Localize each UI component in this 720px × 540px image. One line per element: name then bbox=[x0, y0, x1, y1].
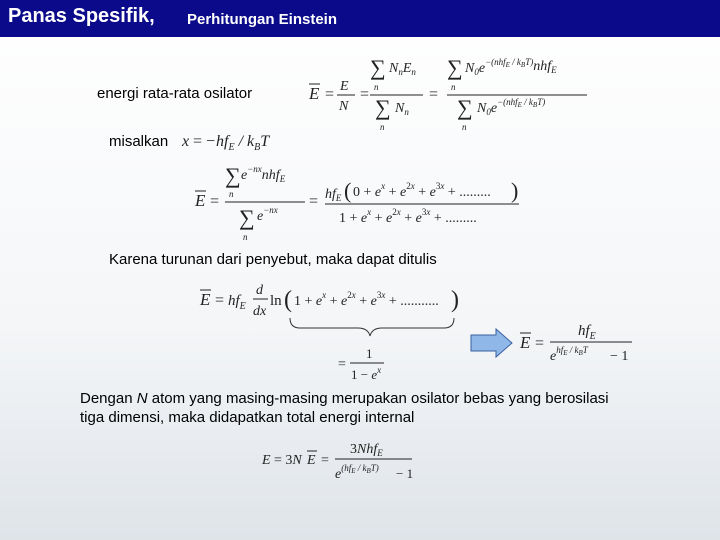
svg-text:1 + ex + e2x + e3x + .........: $1 + e^x + e^{2x} + e^{3x}$ + ........... bbox=[294, 290, 439, 309]
svg-text:): ) bbox=[511, 178, 519, 203]
svg-text:E: E bbox=[200, 290, 211, 309]
svg-text:hfE: $hf_E$ bbox=[578, 323, 596, 342]
equation-einstein-mean-energy bbox=[518, 318, 638, 366]
svg-text:E: E bbox=[520, 333, 531, 352]
svg-text:∑: ∑ bbox=[447, 55, 463, 80]
equation-average-energy bbox=[305, 52, 595, 137]
svg-text:=: = bbox=[325, 86, 335, 103]
svg-text:e(hfE / kBT): $e^{(hf_E / k_BT)}$ bbox=[335, 463, 379, 482]
svg-text:= 3N: = 3N bbox=[274, 453, 302, 468]
svg-text:E: E bbox=[340, 79, 349, 94]
svg-text:=: = bbox=[210, 193, 220, 210]
svg-text:n: n bbox=[462, 122, 467, 132]
svg-text:n: n bbox=[380, 122, 385, 132]
svg-text:− 1: − 1 bbox=[396, 466, 414, 481]
svg-text:1 − ex: $1 - e^x$ bbox=[351, 365, 382, 382]
equation-total-internal-energy bbox=[260, 440, 420, 488]
svg-text:hfE / kBT: $hf_E / k_BT$ bbox=[216, 133, 270, 153]
svg-text:n: n bbox=[229, 189, 234, 199]
svg-text:1: 1 bbox=[366, 346, 373, 361]
svg-text:N0e−(nhfE / kBT): $N_0e^{-(nhf}E / kBT$) bbox=[477, 97, 546, 117]
arrow-right-icon bbox=[470, 328, 514, 358]
equation-series-form bbox=[193, 158, 533, 246]
svg-text:∑: ∑ bbox=[370, 55, 386, 80]
svg-text:E: E bbox=[309, 84, 320, 103]
svg-text:(: ( bbox=[284, 287, 292, 313]
paragraph-line2: tiga dimensi, maka didapatkan total energi internal bbox=[80, 409, 415, 426]
svg-text:= −: = − bbox=[193, 133, 216, 150]
equation-substitution bbox=[180, 128, 300, 156]
label-karena: Karena turunan dari penyebut, maka dapat ditulis bbox=[109, 251, 437, 268]
paragraph-total-energy bbox=[80, 389, 700, 427]
svg-text:): ) bbox=[451, 287, 459, 313]
svg-text:=: = bbox=[321, 453, 329, 468]
svg-text:E: E bbox=[262, 453, 271, 468]
svg-text:hfE: $hf_E$ bbox=[325, 187, 342, 203]
svg-text:=: = bbox=[535, 335, 545, 352]
svg-text:0 + ex + e2x + e3x + .........: $0 + e^x + e^{2x} + e^{3x}$ + ......... bbox=[353, 181, 491, 200]
paragraph-prefix: Dengan bbox=[80, 390, 137, 407]
svg-text:=: = bbox=[338, 357, 346, 372]
svg-text:N: N bbox=[339, 99, 349, 114]
svg-text:E: E bbox=[195, 191, 206, 210]
svg-text:∑: ∑ bbox=[225, 163, 241, 188]
svg-text:E: E bbox=[307, 453, 316, 468]
svg-text:n: n bbox=[374, 82, 379, 92]
svg-text:=: = bbox=[360, 86, 370, 103]
svg-text:=: = bbox=[309, 193, 319, 210]
svg-text:hfE: $hf_E$ bbox=[228, 293, 246, 312]
svg-text:(: ( bbox=[344, 178, 352, 203]
svg-text:N0e−(nhfE / kBT)nhfE: $N_0e^{-(nhf}E / kBT)nhf_E$ bbox=[465, 57, 557, 77]
equation-log-derivative bbox=[198, 280, 468, 388]
title-bar bbox=[0, 0, 720, 37]
paragraph-line1: atom yang masing-masing merupakan osilator bebas yang berosilasi bbox=[147, 390, 609, 407]
slide-title: Panas Spesifik, bbox=[8, 5, 155, 27]
slide-subtitle: Perhitungan Einstein bbox=[187, 11, 338, 28]
svg-text:dx: dx bbox=[253, 304, 267, 319]
paragraph-var-n: N bbox=[136, 390, 148, 407]
svg-text:d: d bbox=[256, 283, 263, 298]
svg-text:e−nxnhfE: $e^{-nx}nhf_E$ bbox=[241, 164, 286, 184]
svg-text:n: n bbox=[243, 232, 248, 242]
svg-text:Nn: $N_n$ bbox=[395, 101, 409, 117]
label-energi: energi rata-rata osilator bbox=[97, 85, 253, 102]
svg-text:=: = bbox=[429, 86, 439, 103]
svg-text:ehfE / kBT: $e^{hf_E / k_BT}$ bbox=[550, 345, 588, 364]
svg-text:∑: ∑ bbox=[457, 95, 473, 120]
svg-text:NnEn: $N_nE_n$ bbox=[389, 61, 416, 77]
svg-text:∑: ∑ bbox=[239, 205, 255, 230]
svg-text:− 1: − 1 bbox=[610, 349, 629, 364]
svg-text:3NhfE: 3Nhf$_E$ bbox=[350, 442, 383, 458]
svg-text:∑: ∑ bbox=[375, 95, 391, 120]
svg-text:e−nx: $e^{-nx}$ bbox=[257, 205, 278, 224]
svg-text:ln: ln bbox=[270, 293, 282, 309]
svg-text:=: = bbox=[215, 292, 225, 309]
svg-text:x: x bbox=[182, 133, 190, 150]
svg-text:1 + ex + e2x + e3x + .........: $1 + e^x + e^{2x} + e^{3x}$ + ......... bbox=[339, 207, 477, 226]
svg-text:n: n bbox=[451, 82, 456, 92]
label-misalkan: misalkan bbox=[109, 133, 169, 150]
